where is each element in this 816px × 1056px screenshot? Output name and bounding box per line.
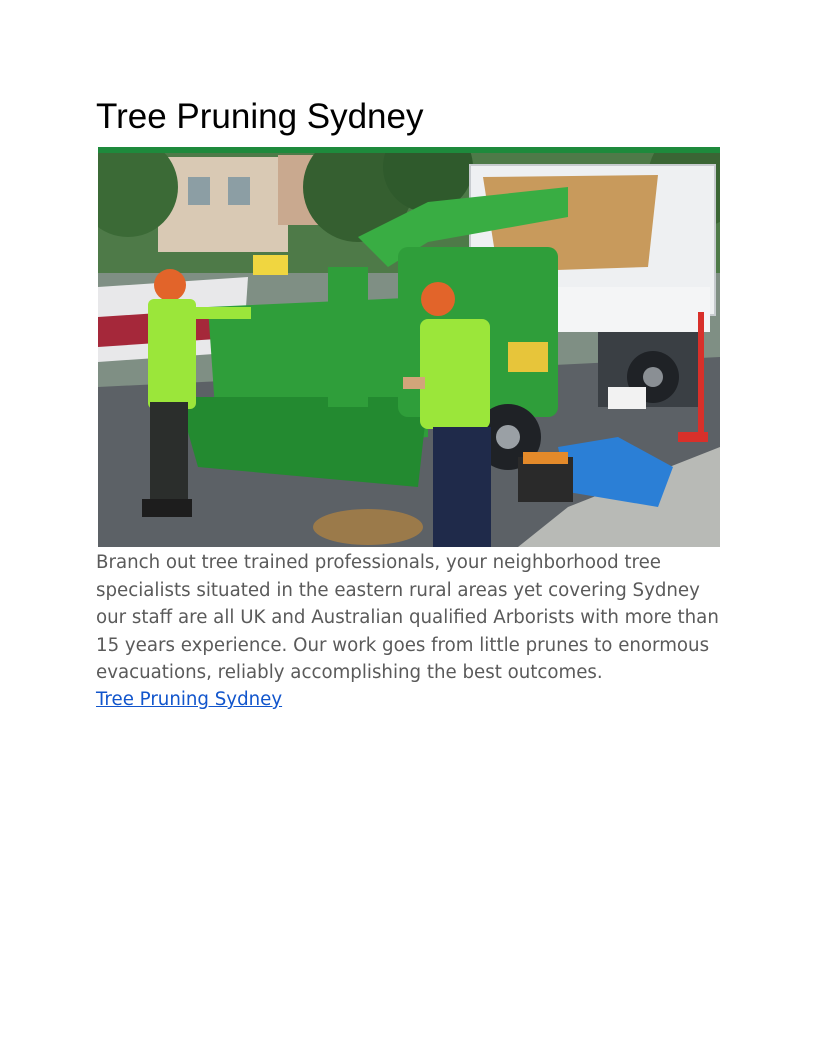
tree-pruning-link[interactable]: Tree Pruning Sydney (96, 689, 283, 710)
page-title: Tree Pruning Sydney (96, 97, 424, 136)
wood-chipper-photo (98, 147, 720, 547)
body-paragraph: Branch out tree trained professionals, your neighborhood tree specialists situated in the eastern rural areas yet covering Sydney our staff are all UK and Australian qualified Arborists with more than 15 years experience. Our work goes from little prunes to enormous evacuations, reliably accomplishing the best outcomes. (96, 552, 719, 683)
